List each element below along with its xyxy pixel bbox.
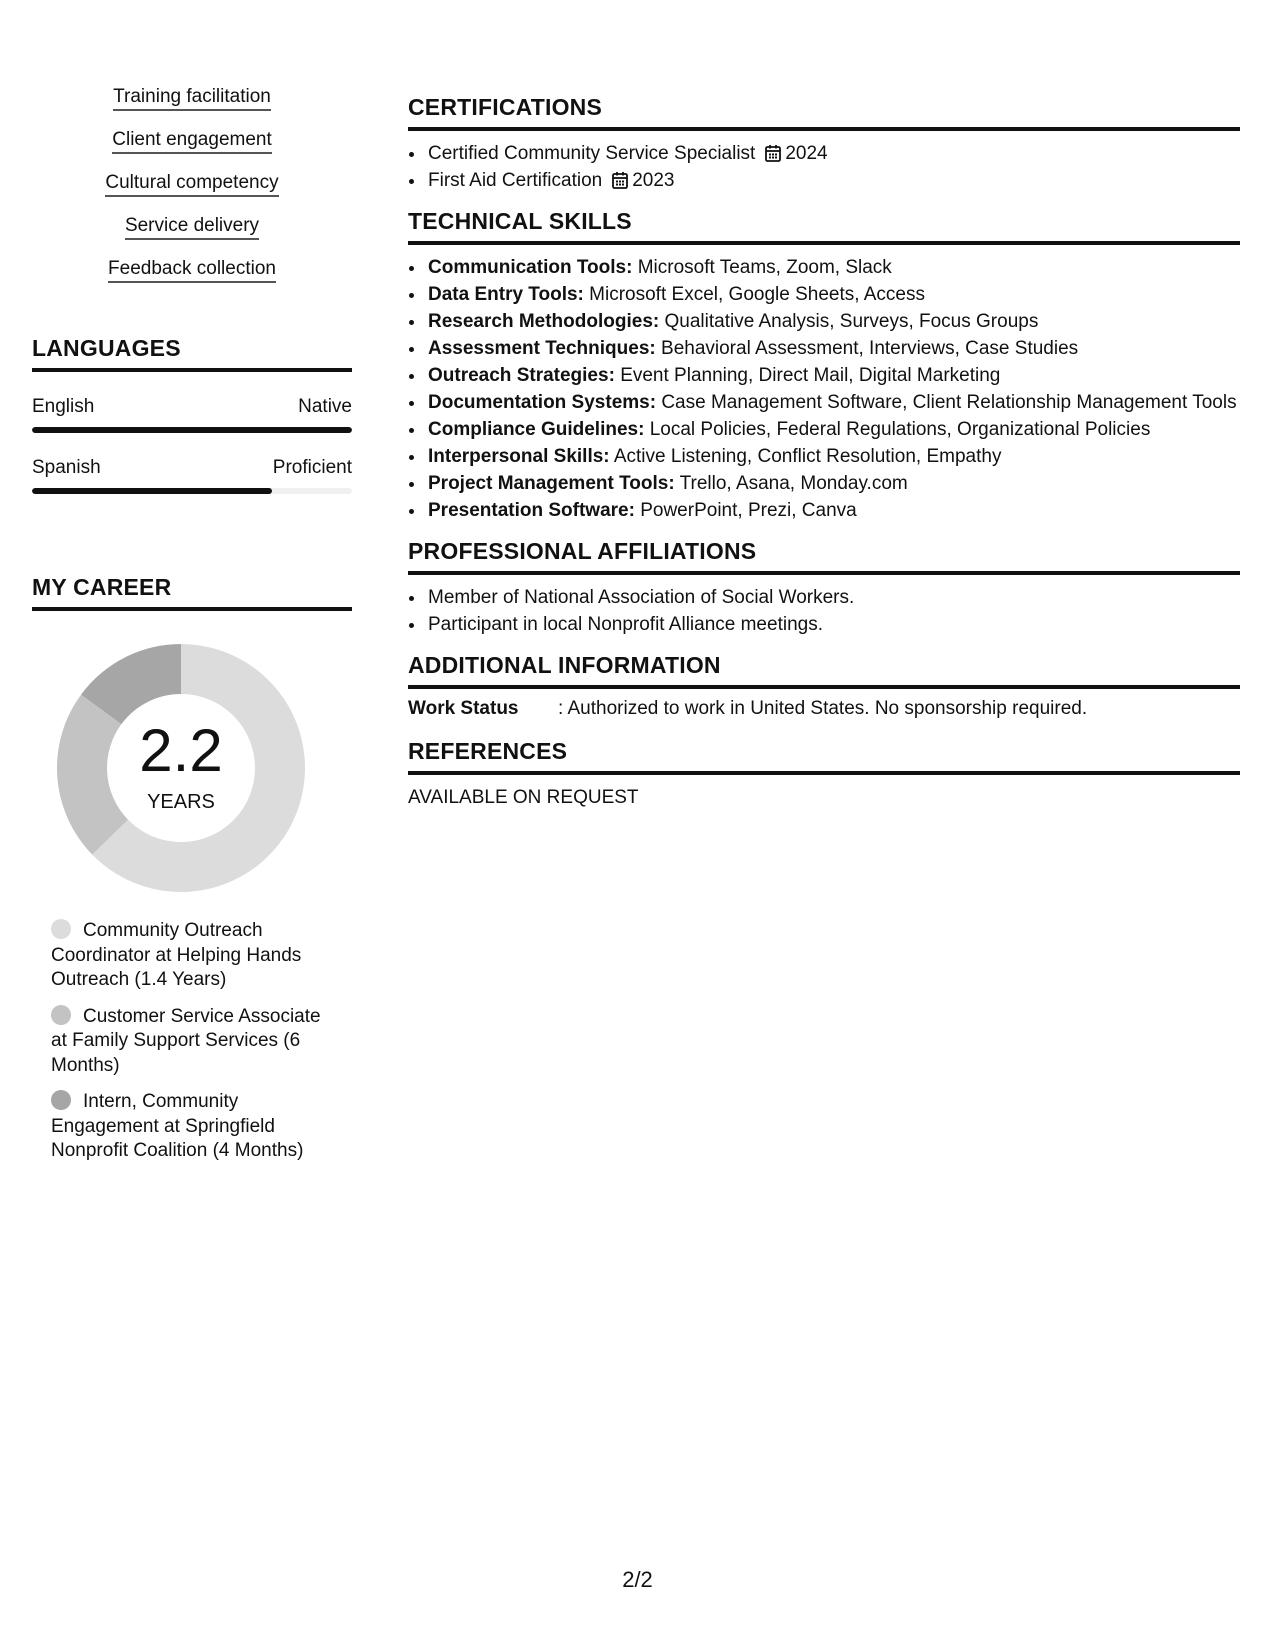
skills-list [32, 86, 352, 301]
career-section [32, 574, 352, 1164]
legend-label: Community Outreach Coordinator at Helping Hands Outreach (1.4 Years) [51, 920, 302, 990]
skill-tag: Training facilitation [113, 86, 271, 111]
legend-dot [51, 1005, 71, 1025]
skill-values: Behavioral Assessment, Interviews, Case Studies [661, 338, 1079, 359]
language-name: Spanish [32, 457, 101, 478]
work-status-label: Work Status [408, 698, 519, 719]
skill-category: Compliance Guidelines: [428, 419, 645, 440]
technical-skill-item [426, 443, 1240, 470]
technical-skill-item [426, 281, 1240, 308]
skill-values: Local Policies, Federal Regulations, Organizational Policies [649, 419, 1151, 440]
language-name: English [32, 396, 95, 417]
donut-center [56, 643, 306, 893]
calendar-icon [612, 171, 628, 189]
skill-category: Assessment Techniques: [428, 338, 656, 359]
skill-category: Interpersonal Skills: [428, 446, 610, 467]
career-legend [51, 919, 331, 1164]
career-total-value: 2.2 [139, 717, 223, 784]
skill-category: Documentation Systems: [428, 392, 657, 413]
certifications-list [408, 140, 1240, 194]
technical-skill-item [426, 335, 1240, 362]
language-bar-fill [32, 427, 352, 433]
right-column [408, 94, 1240, 823]
technical-skill-item [426, 308, 1240, 335]
left-column [32, 86, 352, 1176]
career-heading: MY CAREER [32, 574, 352, 611]
certification-name: Certified Community Service Specialist [428, 143, 756, 164]
skill-values: Event Planning, Direct Mail, Digital Marketing [620, 365, 1001, 386]
skill-values: Active Listening, Conflict Resolution, Empathy [613, 446, 1002, 467]
affiliation-item: • Member of National Association of Social Workers. [426, 584, 1240, 611]
certification-year: 2023 [632, 170, 675, 191]
certification-item [426, 167, 1240, 194]
certification-year: 2024 [785, 143, 828, 164]
technical-skill-item [426, 416, 1240, 443]
references-section [408, 738, 1240, 809]
legend-dot [51, 919, 71, 939]
career-donut-chart [56, 643, 306, 893]
references-heading: REFERENCES [408, 738, 1240, 775]
work-status-value: : Authorized to work in United States. No sponsorship required. [558, 698, 1088, 719]
certifications-section [408, 94, 1240, 194]
skill-values: Trello, Asana, Monday.com [679, 473, 908, 494]
language-bar [32, 488, 352, 494]
technical-skill-item [426, 254, 1240, 281]
additional-info-section [408, 652, 1240, 720]
language-item [32, 396, 352, 433]
language-level: Proficient [272, 457, 352, 478]
technical-skills-section [408, 208, 1240, 524]
language-item [32, 457, 352, 494]
career-legend-item [51, 1090, 331, 1164]
language-bar [32, 427, 352, 433]
career-legend-item [51, 1005, 331, 1079]
languages-heading: LANGUAGES [32, 335, 352, 372]
career-total-unit: YEARS [147, 791, 215, 813]
additional-info-heading: ADDITIONAL INFORMATION [408, 652, 1240, 689]
skill-category: Outreach Strategies: [428, 365, 615, 386]
language-level: Native [298, 396, 352, 417]
affiliations-section [408, 538, 1240, 638]
language-bar-fill [32, 488, 272, 494]
skill-values: Microsoft Excel, Google Sheets, Access [589, 284, 925, 305]
affiliations-list [408, 584, 1240, 638]
technical-skill-item [426, 497, 1240, 524]
skill-category: Communication Tools: [428, 257, 633, 278]
technical-skills-heading: TECHNICAL SKILLS [408, 208, 1240, 245]
skill-tag: Service delivery [125, 215, 259, 240]
references-text: AVAILABLE ON REQUEST [408, 787, 639, 808]
skill-values: Qualitative Analysis, Surveys, Focus Groups [664, 311, 1039, 332]
skill-category: Presentation Software: [428, 500, 635, 521]
skill-values: Case Management Software, Client Relationship Management Tools [661, 392, 1237, 413]
affiliation-item: • Participant in local Nonprofit Alliance meetings. [426, 611, 1240, 638]
certification-name: First Aid Certification [428, 170, 603, 191]
skill-tag: Cultural competency [105, 172, 278, 197]
affiliations-heading: PROFESSIONAL AFFILIATIONS [408, 538, 1240, 575]
skill-category: Research Methodologies: [428, 311, 660, 332]
skill-tag: Feedback collection [108, 258, 276, 283]
skill-values: PowerPoint, Prezi, Canva [640, 500, 857, 521]
technical-skill-item [426, 470, 1240, 497]
technical-skills-list [408, 254, 1240, 524]
languages-section [32, 335, 352, 494]
career-legend-item [51, 919, 331, 993]
skill-tag: Client engagement [112, 129, 272, 154]
work-status-row [408, 698, 1240, 720]
calendar-icon [765, 144, 781, 162]
certifications-heading: CERTIFICATIONS [408, 94, 1240, 131]
technical-skill-item [426, 362, 1240, 389]
legend-label: Intern, Community Engagement at Springfield Nonprofit Coalition (4 Months) [51, 1091, 304, 1161]
technical-skill-item [426, 389, 1240, 416]
skill-category: Data Entry Tools: [428, 284, 584, 305]
legend-dot [51, 1090, 71, 1110]
skill-values: Microsoft Teams, Zoom, Slack [637, 257, 892, 278]
skill-category: Project Management Tools: [428, 473, 675, 494]
page-number: 2/2 [622, 1567, 653, 1592]
certification-item [426, 140, 1240, 167]
legend-label: Customer Service Associate at Family Support Services (6 Months) [51, 1005, 321, 1076]
